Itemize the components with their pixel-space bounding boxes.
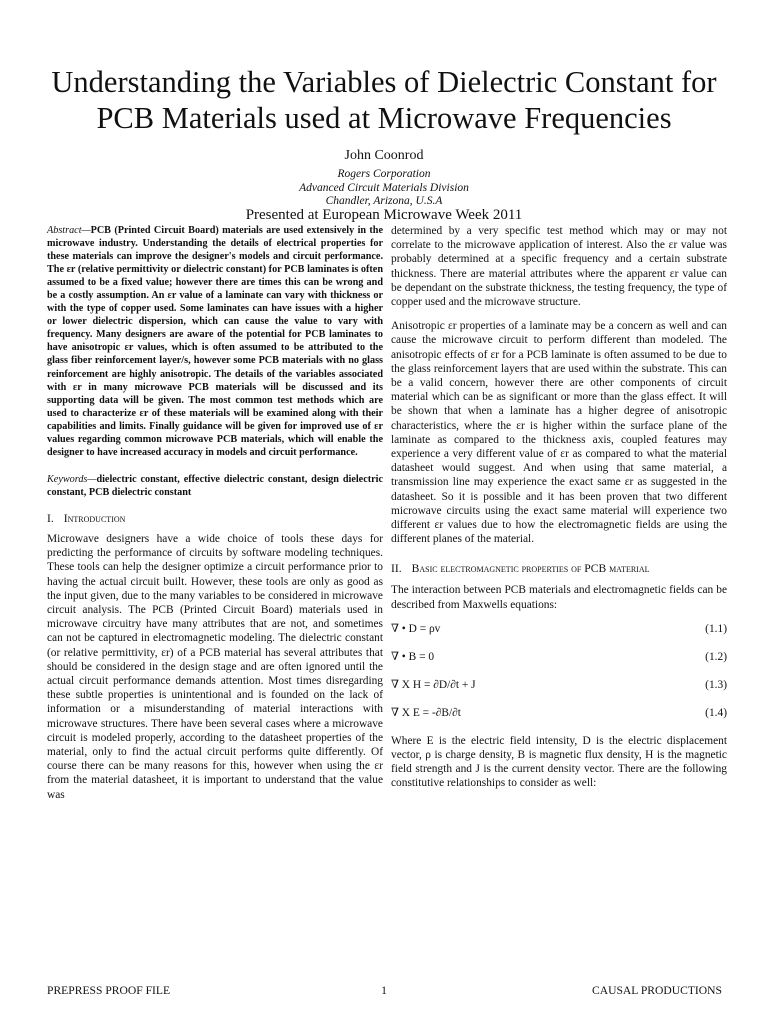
section-title: Basic electromagnetic properties of PCB material bbox=[411, 562, 650, 576]
affiliation-line: Rogers Corporation bbox=[337, 168, 431, 180]
equation-expression: ∇ X E = -∂B/∂t bbox=[391, 706, 461, 719]
presented-at: Presented at European Microwave Week 2011 bbox=[245, 207, 523, 223]
equation-number: (1.2) bbox=[705, 650, 727, 663]
affiliation-line: Chandler, Arizona, U.S.A bbox=[325, 195, 443, 207]
equation-expression: ∇ X H = ∂D/∂t + J bbox=[391, 678, 476, 691]
left-column bbox=[47, 224, 383, 802]
page-number: 1 bbox=[381, 984, 387, 997]
equation-number: (1.4) bbox=[705, 706, 727, 719]
keywords bbox=[47, 473, 383, 499]
affiliation-line: Advanced Circuit Materials Division bbox=[299, 181, 469, 194]
keywords-text: dielectric constant, effective dielectric constant, design dielectric constant, PCB dielectric constant bbox=[47, 473, 383, 498]
footer-left: PREPRESS PROOF FILE bbox=[47, 984, 171, 997]
equation bbox=[391, 678, 727, 706]
equation-expression: ∇ • B = 0 bbox=[391, 650, 435, 663]
equation-number: (1.3) bbox=[705, 678, 727, 691]
equation bbox=[391, 650, 727, 678]
author-name: John Coonrod bbox=[344, 148, 424, 163]
section-heading bbox=[47, 511, 383, 526]
equation-number: (1.1) bbox=[705, 622, 727, 635]
keywords-label: Keywords— bbox=[47, 473, 97, 485]
footer-right: CAUSAL PRODUCTIONS bbox=[591, 984, 722, 997]
intro-paragraph: Microwave designers have a wide choice of tools these days for predicting the performance of circuits by software modeling techniques. These tools can help the designer optimize a circuit performance prior to having the actual circuit built. However, these tools are only as good as the input given, due to the many variables to be considered in microwave circuit analysis. The PCB (Printed Circuit Board) materials used in microwave circuitry have many attributes that are not, and sometimes can not be captured in electromagnetic modeling. The dielectric constant (or relative permittivity, εr) of a PCB material has several attributes that should be considered in the design stage and are often ignored until the actual circuit performance demands attention. Most times disregarding these subtle properties is unintentional and is founded on the lack of information or a misunderstanding of material interactions with microwave structures. There have been several cases where a microwave circuit is modeled properly, according to the datasheet properties of the material, only to find the actual circuit performs quite differently. Of course there can be many reasons for this, however when using the εr from the material datasheet, it is important to understand that the value was bbox=[47, 532, 383, 801]
body-paragraph: determined by a very specific test method which may or may not correlate to the microwave application of interest. Also the εr value was probably determined at a specific frequency and a certain substrate thickness. There are material attributes where the apparent εr value can be dependant on the substrate thickness, the testing frequency, the type of copper used and the microwave structure. bbox=[391, 225, 727, 309]
affiliation bbox=[0, 168, 768, 209]
equation-list bbox=[391, 622, 727, 734]
equation bbox=[391, 622, 727, 650]
body-paragraph: Anisotropic εr properties of a laminate may be a concern as well and can cause the microwave circuit to perform different than modeled. The anisotropic effects of εr for a PCB laminate is often assumed to be due to the glass reinforcement layers that are used within the substrate. This can be a valid concern, however there are other components of circuit material which can be as significant or more than the glass effect. It will be shown that when a laminate has a higher degree of anisotropic characteristics, where the εr is higher within the surface plane of the laminate as compared to the thickness axis, coupled features may experience a very different value of εr as compared to what the material datasheet would suggest. And when using that same material, a transmission line may experience the exact same εr as suggested in the datasheet. So it is possible and it has been proven that two different microwave circuits using the exact same material will experience two different εr values due to how the electromagnetic fields are using the different planes of the material. bbox=[391, 320, 727, 546]
equation-expression: ∇ • D = ρv bbox=[391, 622, 441, 635]
abstract-text: PCB (Printed Circuit Board) materials are used extensively in the microwave industry. Understanding the details of electrical properties for these materials can improve the designer's models and circuit performance. The εr (relative permittivity or dielectric constant) for PCB laminates is often assumed to be a fixed value; however there are times this can be wrong and be a costly assumption. An εr value of a laminate can vary with thickness or with the type of copper used. Some laminates can have issues with a higher or lower dielectric dispersion, which can cause the value to vary with frequency. Many designers are aware of the potential for PCB laminates to have anisotropic εr values, which is often assumed to be attributed to the glass fiber reinforcement layer/s, however some PCB materials with no glass reinforcement are highly anisotropic. The details of the variables associated with εr in many microwave PCB materials will be discussed and its supporting data will be given. The most common test methods which are used to characterize εr of these materials will be examined along with their capabilities and limits. Finally guidance will be given for improved use of εr values regarding common microwave PCB materials, which will enable the designer to have increased accuracy in models and circuit performance. bbox=[47, 225, 383, 458]
section-title: Introduction bbox=[63, 511, 126, 525]
body-paragraph: The interaction between PCB materials and electromagnetic fields can be described from Maxwells equations: bbox=[391, 584, 727, 611]
section-heading bbox=[391, 560, 727, 577]
body-paragraph: Where E is the electric field intensity, D is the electric displacement vector, ρ is charge density, B is magnetic flux density, H is the magnetic field strength and J is the current density vector. There are the following constitutive relationships to consider as well: bbox=[391, 734, 727, 790]
section-number: I. bbox=[47, 511, 54, 525]
equation bbox=[391, 706, 727, 734]
abstract bbox=[47, 224, 383, 459]
section-number: II. bbox=[391, 562, 402, 576]
paper-title: Understanding the Variables of Dielectric Constant for PCB Materials used at Microwave Frequencies bbox=[51, 65, 717, 135]
abstract-label: Abstract— bbox=[47, 225, 91, 236]
right-column bbox=[391, 224, 727, 791]
